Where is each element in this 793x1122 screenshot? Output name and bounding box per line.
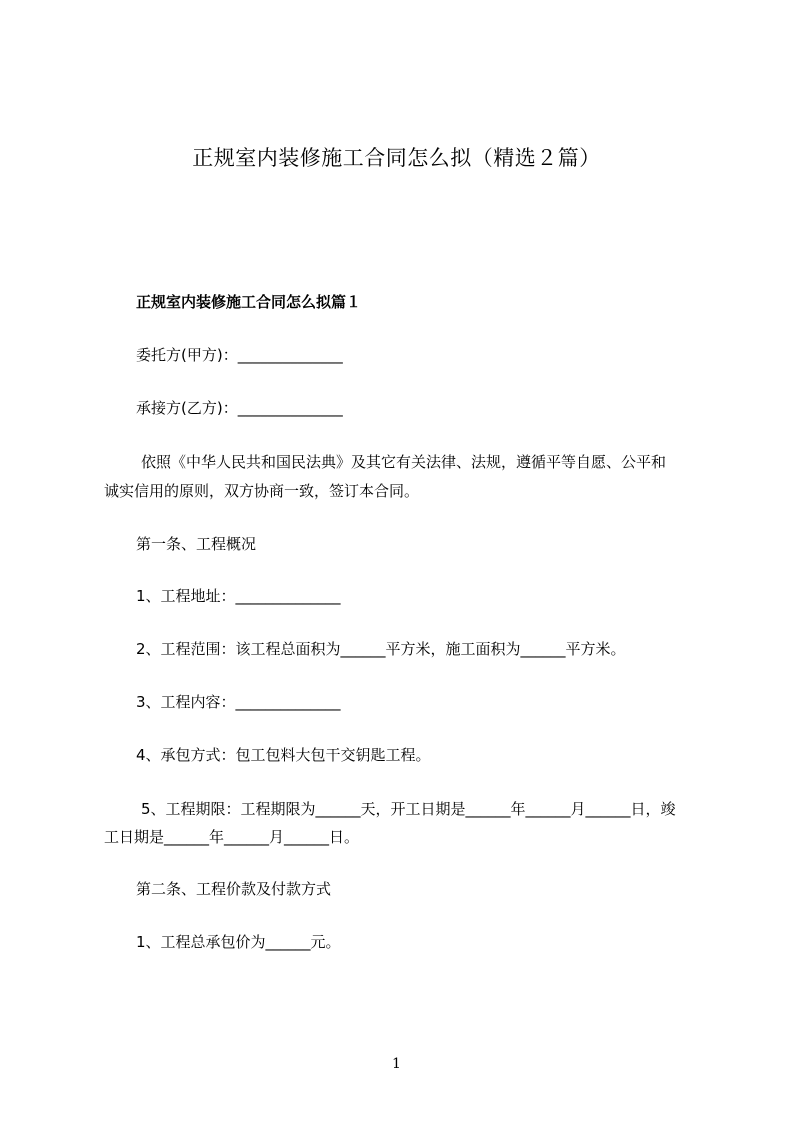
document-title: 正规室内装修施工合同怎么拟（精选２篇） [192, 146, 601, 170]
project-address-line: 1、工程地址：______________ [136, 587, 341, 605]
total-price-line: 1、工程总承包价为______元。 [136, 933, 341, 951]
article-2-heading: 第二条、工程价款及付款方式 [136, 880, 332, 898]
project-scope-line: 2、工程范围：该工程总面积为______平方米，施工面积为______平方米。 [136, 640, 626, 658]
preamble-line-1: 依照《中华人民共和国民法典》及其它有关法律、法规，遵循平等自愿、公平和 [141, 453, 667, 471]
project-period-line-2: 工日期是______年______月______日。 [104, 828, 360, 846]
section-heading: 正规室内装修施工合同怎么拟篇１ [136, 293, 362, 311]
party-b-line: 承接方(乙方)：______________ [136, 399, 343, 417]
party-a-line: 委托方(甲方)：______________ [136, 346, 343, 364]
page-number: 1 [392, 1056, 401, 1072]
project-content-line: 3、工程内容：______________ [136, 693, 341, 711]
preamble-line-2: 诚实信用的原则，双方协商一致，签订本合同。 [104, 482, 420, 500]
project-period-line-1: 5、工程期限：工程期限为______天，开工日期是______年______月______日，竣 [141, 800, 676, 818]
article-1-heading: 第一条、工程概况 [136, 535, 257, 553]
contract-method-line: 4、承包方式：包工包料大包干交钥匙工程。 [136, 746, 431, 764]
